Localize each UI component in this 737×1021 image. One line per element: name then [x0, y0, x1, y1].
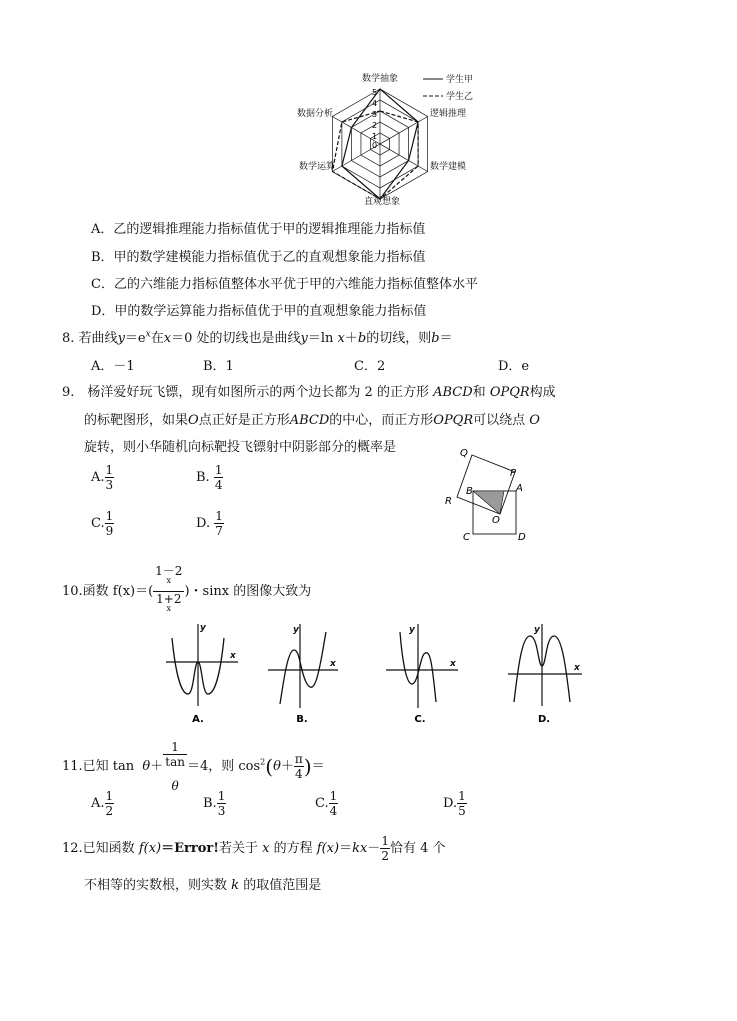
q11-option-d: [443, 790, 467, 817]
frac-den: 3: [217, 804, 226, 818]
frac-den: 7: [215, 524, 223, 538]
q9-figure: [440, 444, 540, 544]
frac-num: 1: [214, 463, 223, 477]
q9-text-1b: 和: [472, 385, 486, 400]
label-a: A: [516, 483, 523, 494]
q9-abcd: ABCD: [433, 385, 473, 400]
q8-text-b: 在: [150, 331, 164, 346]
q7-option-d: D．甲的数学运算能力指标值优于甲的直观想象能力指标值: [91, 304, 427, 319]
q12-fx: f(x): [138, 841, 162, 856]
axis-y-label: y: [534, 625, 540, 635]
frac-den: 4: [214, 478, 223, 492]
frac-den: 2: [381, 849, 389, 863]
q8-stem: [62, 327, 453, 346]
q9-option-c-prefix: C.: [91, 516, 105, 531]
scale-2: 2: [372, 121, 378, 130]
frac-num: 1: [458, 789, 466, 803]
q12-fraction: [380, 835, 390, 862]
q10-prefix: 10.函数 f(x)＝(: [62, 584, 154, 599]
q11-prefix: 11.已知 tan: [62, 759, 135, 774]
q9-option-d-prefix: D.: [196, 516, 211, 531]
label-d: D: [518, 532, 526, 543]
q11-pi-fraction: [294, 753, 304, 780]
axis-label-data: 数据分析: [296, 109, 333, 119]
q8-option-c: C．2: [354, 359, 386, 374]
axis-label-calc: 数学运算: [298, 162, 335, 172]
frac-den-text: 1+2: [156, 592, 182, 606]
q9-o-2: O: [529, 413, 540, 428]
q12-eq2: ＝: [339, 841, 353, 856]
q11-theta: θ: [142, 759, 151, 774]
frac-den-sup: x: [166, 604, 172, 613]
label-o: O: [492, 515, 500, 526]
frac-num: 1: [329, 789, 338, 803]
frac-den: [153, 592, 184, 618]
q11-option-d-prefix: D.: [443, 796, 458, 811]
q9-option-d-fraction: [214, 510, 224, 537]
q11-stem: [62, 741, 325, 792]
q9-option-c: [91, 510, 114, 537]
q10-graph-b: [262, 618, 348, 730]
q12-mid: 若关于: [218, 841, 258, 856]
label-q: Q: [460, 448, 468, 459]
q8-text: 若曲线: [78, 331, 118, 346]
frac-den: 9: [105, 524, 114, 538]
q9-option-a: [91, 464, 114, 491]
q12-mid2: 的方程: [273, 841, 313, 856]
q8-var-b2: b: [431, 331, 440, 346]
frac-den: 4: [295, 767, 303, 781]
frac-den: 4: [329, 804, 338, 818]
frac-den: [163, 755, 187, 792]
radar-grid: [332, 89, 427, 199]
q9-abcd-2: ABCD: [289, 413, 330, 428]
q11-option-a-fraction: [105, 790, 115, 817]
q12-line2-b: 的取值范围是: [243, 878, 322, 893]
q8-var-y: y: [117, 331, 125, 346]
q11-sup2: 2: [260, 757, 266, 767]
frac-den: 2: [105, 804, 114, 818]
q12-error: ＝Error!: [161, 841, 219, 856]
q9-text-2b: 点正好是正方形: [198, 413, 290, 428]
q8-option-d: D．e: [498, 359, 530, 374]
frac-num: 1: [163, 741, 187, 755]
axis-x-label: x: [450, 659, 456, 669]
frac-num: π: [294, 752, 303, 766]
scale-4: 4: [372, 99, 378, 108]
q11-theta-2: θ: [273, 759, 281, 774]
frac-den-tan: tan: [165, 755, 185, 769]
q8-text-d: ＝ln: [307, 331, 334, 346]
q12-k: k: [231, 878, 240, 893]
graph-label-d: D.: [537, 714, 551, 725]
q9-option-b-fraction: [214, 464, 224, 491]
q9-opqr: OPQR: [489, 385, 530, 400]
radar-spoke-1: [380, 117, 428, 145]
q11-fraction: [163, 741, 187, 792]
q9-text-1c: 构成: [529, 385, 556, 400]
frac-den: 5: [458, 804, 466, 818]
q8-var-x: x: [163, 331, 172, 346]
q9-option-b-prefix: B.: [196, 470, 210, 485]
scale-0: 0: [372, 141, 378, 150]
q8-text-g: ＝: [439, 331, 453, 346]
q11-option-b-prefix: B.: [203, 796, 217, 811]
q8-text-c: ＝0 处的切线也是曲线: [171, 331, 301, 346]
q8-eq1: ＝e: [124, 331, 146, 346]
q12-line-2: [84, 874, 321, 893]
axis-label-abstract: 数学抽象: [361, 74, 399, 84]
q11-option-c-prefix: C.: [315, 796, 329, 811]
radar-legend: [423, 73, 473, 102]
q10-fraction: [153, 565, 184, 618]
q9-opqr-2: OPQR: [433, 413, 474, 428]
graph-label-a: A.: [192, 714, 204, 725]
q9-o: O: [188, 413, 199, 428]
q8-sup-x: x: [145, 329, 151, 340]
q11-plus-2: ＋: [280, 759, 294, 774]
q12-fx2: f(x): [316, 841, 340, 856]
label-b: B: [466, 486, 473, 497]
q9-text-1a: 9. 杨洋爱好玩飞镖，现有如图所示的两个边长都为 2 的正方形: [62, 385, 429, 400]
axis-label-logic: 逻辑推理: [430, 109, 467, 119]
q8-option-b: B．1: [203, 359, 234, 374]
q9-line-3: 旋转，则小华随机向标靶投飞镖射中阴影部分的概率是: [84, 440, 397, 455]
frac-num: 1: [215, 509, 223, 523]
frac-num-text: 1－2: [155, 564, 183, 578]
q9-line-2: [84, 409, 540, 428]
q8-text-f: 的切线，则: [366, 331, 432, 346]
axis-label-intuition: 直观想象: [363, 197, 401, 207]
frac-num-sup: x: [166, 576, 172, 585]
legend-label-jia: 学生甲: [446, 75, 474, 85]
axis-y-label: y: [409, 625, 415, 635]
q9-option-c-fraction: [105, 510, 115, 537]
q11-option-d-fraction: [457, 790, 467, 817]
axis-y-label: y: [293, 625, 299, 635]
q8-var-y2: y: [300, 331, 308, 346]
q8-var-b: b: [357, 331, 367, 346]
frac-num: 1: [217, 789, 226, 803]
q12-kx: kx: [352, 841, 368, 856]
q11-option-b: [203, 790, 226, 817]
q8-option-a: A．－1: [91, 359, 135, 374]
q10-graph-d: [500, 618, 590, 730]
q7-option-a: A．乙的逻辑推理能力指标值优于甲的逻辑推理能力指标值: [91, 222, 426, 237]
axis-label-modeling: 数学建模: [430, 162, 467, 172]
q11-plus: ＋: [150, 759, 164, 774]
frac-num: [153, 565, 184, 592]
q8-var-x2: x: [337, 331, 345, 346]
q12-line2-a: 不相等的实数根，则实数: [84, 878, 228, 893]
frac-num: 1: [105, 463, 114, 477]
axis-x-label: x: [330, 659, 336, 669]
shaded-region: [473, 491, 504, 514]
q11-eq: ＝4，则 cos: [186, 759, 261, 774]
axis-y-label: y: [200, 623, 206, 633]
q11-option-a-prefix: A.: [91, 796, 105, 811]
q12-prefix: 12.已知函数: [62, 841, 135, 856]
q7-option-b: B．甲的数学建模能力指标值优于乙的直观想象能力指标值: [91, 250, 426, 265]
q12-tail: 恰有 4 个: [389, 841, 446, 856]
q12-minus: －: [367, 841, 381, 856]
frac-num: 1: [105, 789, 114, 803]
square-opqr: [457, 455, 515, 514]
q8-text-e: ＋: [344, 331, 358, 346]
frac-num: 1: [105, 509, 114, 523]
q11-option-c-fraction: [329, 790, 339, 817]
q12-x: x: [262, 841, 270, 856]
q11-paren-close: ): [303, 754, 312, 779]
label-r: R: [445, 496, 452, 507]
q10-suffix: )・sinx 的图像大致为: [184, 584, 312, 599]
axis-x-label: x: [574, 663, 580, 673]
graph-label-c: C.: [414, 714, 426, 725]
q11-option-a: [91, 790, 114, 817]
legend-label-yi: 学生乙: [446, 92, 474, 102]
axis-x-label: x: [230, 651, 236, 661]
q11-paren-open: (: [265, 754, 274, 779]
q9-option-d: [196, 510, 224, 537]
q9-text-2d: 可以绕点: [473, 413, 526, 428]
q9-line-1: [62, 381, 556, 400]
radar-chart: [280, 68, 520, 210]
q9-text-2a: 的标靶图形，如果: [84, 413, 189, 428]
q11-option-c: [315, 790, 338, 817]
label-p: P: [510, 468, 517, 479]
graph-label-b: B.: [296, 714, 308, 725]
q11-end: ＝: [311, 759, 325, 774]
q10-graph-a: [158, 618, 244, 730]
scale-5: 5: [372, 88, 378, 97]
frac-den-theta: θ: [171, 779, 179, 793]
q11-option-b-fraction: [217, 790, 227, 817]
frac-den: 3: [105, 478, 114, 492]
scale-3: 3: [372, 110, 378, 119]
q12-stem: [62, 835, 446, 862]
q10-graph-c: [378, 618, 464, 730]
q10-stem: [62, 565, 311, 618]
label-c: C: [463, 532, 470, 543]
q7-option-c: C．乙的六维能力指标值整体水平优于甲的六维能力指标值整体水平: [91, 277, 478, 292]
q8-number: 8.: [62, 331, 75, 346]
scale-1: 1: [372, 132, 378, 141]
frac-num: 1: [381, 834, 389, 848]
q9-option-a-prefix: A.: [91, 470, 105, 485]
q9-text-2c: 的中心，而正方形: [329, 413, 434, 428]
q9-option-a-fraction: [105, 464, 115, 491]
q9-option-b: [196, 464, 223, 491]
